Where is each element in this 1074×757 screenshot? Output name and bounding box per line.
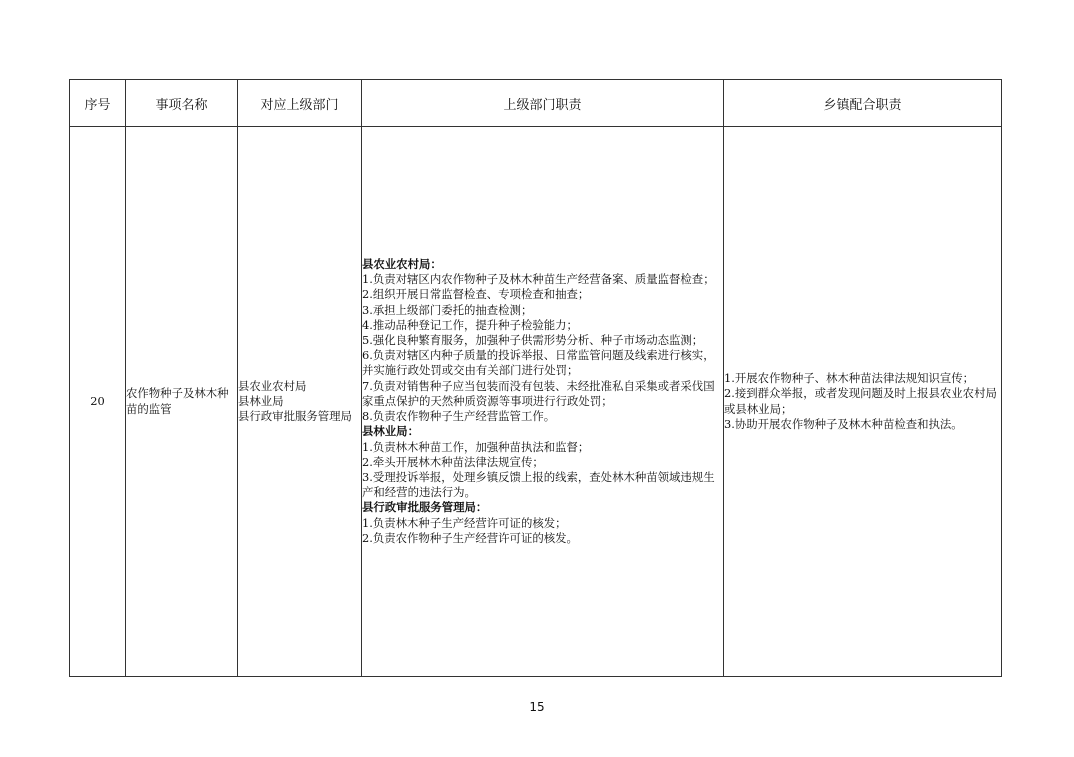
town-duty-item: 1.开展农作物种子、林木种苗法律法规知识宣传； xyxy=(724,371,975,386)
town-duty-item: 3.协助开展农作物种子及林木种苗检查和执法。 xyxy=(724,416,963,431)
row-departments xyxy=(238,127,362,677)
duty-item: 2.负责农作物种子生产经营许可证的核发。 xyxy=(362,530,578,545)
duty-table xyxy=(69,79,1002,677)
duty-block-head: 县行政审批服务管理局： xyxy=(362,500,488,515)
page-number: 15 xyxy=(529,700,545,714)
duty-item: 8.负责农作物种子生产经营监管工作。 xyxy=(362,409,556,424)
duty-item: 1.负责林木种苗工作，加强种苗执法和监督； xyxy=(362,439,590,454)
row-upper-duties xyxy=(362,127,724,677)
duty-item: 3.受理投诉举报，处理乡镇反馈上报的线索，查处林木种苗领域违规生产和经营的违法行为。 xyxy=(362,469,715,500)
duty-block-head: 县林业局： xyxy=(362,424,419,439)
department-approval: 县行政审批服务管理局 xyxy=(238,409,352,424)
duty-item: 1.负责对辖区内农作物种子及林木种苗生产经营备案、质量监督检查； xyxy=(362,272,715,287)
header-item-name: 事项名称 xyxy=(126,80,238,127)
duty-item: 5.强化良种繁育服务，加强种子供需形势分析、种子市场动态监测； xyxy=(362,333,704,348)
duty-item: 2.组织开展日常监督检查、专项检查和抽查； xyxy=(362,287,590,302)
table-row xyxy=(70,127,1002,677)
town-duty-item: 2.接到群众举报，或者发现问题及时上报县农业农村局或县林业局； xyxy=(724,386,997,416)
duty-item: 3.承担上级部门委托的抽查检测； xyxy=(362,302,533,317)
header-row xyxy=(70,80,1002,127)
duty-item: 1.负责林木种子生产经营许可证的核发； xyxy=(362,515,567,530)
duty-item: 4.推动品种登记工作，提升种子检验能力； xyxy=(362,317,578,332)
department-forestry: 县林业局 xyxy=(238,393,284,408)
duty-item: 6.负责对辖区内种子质量的投诉举报、日常监管问题及线索进行核实，并实施行政处罚或交由有关部门进行处罚； xyxy=(362,348,715,378)
header-town-duties: 乡镇配合职责 xyxy=(724,80,1002,127)
header-department: 对应上级部门 xyxy=(238,80,362,127)
header-upper-duties: 上级部门职责 xyxy=(362,80,724,127)
row-town-duties xyxy=(724,127,1002,677)
department-agri: 县农业农村局 xyxy=(238,378,307,393)
duty-item: 7.负责对销售种子应当包装而没有包装、未经批准私自采集或者采伐国家重点保护的天然种质资源等事项进行行政处罚； xyxy=(362,378,715,408)
duty-block-head: 县农业农村局： xyxy=(362,257,442,272)
row-item-name: 农作物种子及林木种苗的监管 xyxy=(126,127,238,677)
duty-item: 2.牵头开展林木种苗法律法规宣传； xyxy=(362,454,544,469)
row-number: 20 xyxy=(70,127,126,677)
header-number: 序号 xyxy=(70,80,126,127)
